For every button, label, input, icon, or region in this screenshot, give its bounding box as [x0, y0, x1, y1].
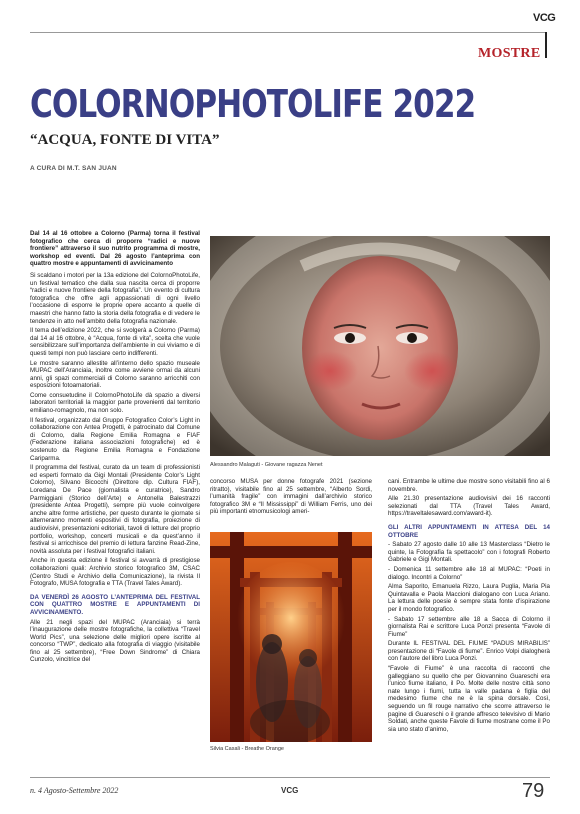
paragraph: Anche in questa edizione il festival si avvarrà di prestigiose collaborazioni quali: Archivio storico fotografico 3M, CSAC (Centro Studi e Archivio della Comunicazione), la rivista Il Fotografo, MUSA fotografia e TTA (Travel Tales Award). — [30, 557, 200, 588]
paragraph: - Domenica 11 settembre alle 18 al MUPAC: “Poeti in dialogo. Incontri a Colorno” — [388, 565, 550, 581]
photo-caption: Alessandro Malaguti - Giovane ragazza Nenet — [210, 462, 323, 468]
paragraph: concorso MUSA per donne fotografe 2021 (sezione ritratto), visitabile fino al 25 settembre, “Alberto Sordi, l’umanità fragile” con immagini dall’archivio storico fotografico 3M e “Il Mississippi” di William Ferris, uno dei più importanti etnomusicologi ameri- — [210, 478, 372, 516]
paragraph: Alle 21.30 presentazione audiovisivi dei 16 racconti selezionati dal TTA (Travel Tales Award, https://traveltalesaward.com/award-it). — [388, 495, 550, 518]
article-subtitle: “ACQUA, FONTE DI VITA” — [30, 132, 220, 148]
photo-breathe-orange — [210, 532, 372, 742]
paragraph: Il programma del festival, curato da un team di professionisti ed esperti formato da Gigi Montali (Presidente Color’s Light Colorno), Silvano Bicocchi (Direttore dip. Cultura FIAF), Loredana De Pace (giornalista e curatrice), Sandro Parmiggiani (Storico dell’Arte) e Antonella Balestrazzi (presidente Antea Progetti), sempre più vuole coinvolgere anche altre forme artistiche, per questo durante le giornate si alterneranno momenti espositivi di fotografia, proiezione di audiovisivi, presentazioni editoriali, tavoli di letture del proprio portfolio, workshop, concerti musicali e da quest’anno il festival si arricchisce del premio di lettura fanzine Read-Zine, novità assoluta per i festival fotografici italiani. — [30, 464, 200, 555]
photo-caption: Silvia Casali - Breathe Orange — [210, 746, 284, 752]
subheading: GLI ALTRI APPUNTAMENTI IN ATTESA DEL 14 OTTOBRE — [388, 523, 550, 539]
section-bar — [545, 32, 547, 58]
footer-issue: n. 4 Agosto-Settembre 2022 — [30, 786, 119, 795]
magazine-logo: VCG — [533, 12, 556, 24]
footer-rule — [30, 777, 550, 778]
paragraph: Le mostre saranno allestite all’interno dello spazio museale MUPAC dell’Aranciaia, inoltre come avviene ormai da alcuni anni, gli spazi commerciali di Colorno saranno arricchiti con esposizioni fotoamatoriali. — [30, 359, 200, 390]
paragraph: - Sabato 17 settembre alle 18 a Sacca di Colorno il giornalista Rai e scrittore Luca Ponzi presenta “Favole di Fiume” — [388, 615, 550, 638]
footer-logo: VCG — [281, 786, 299, 795]
text-column-3 — [388, 478, 550, 735]
paragraph: cani. Entrambe le ultime due mostre sono visitabili fino al 6 novembre. — [388, 478, 550, 493]
paragraph: Come consuetudine il ColornoPhotoLife dà spazio a diversi laboratori territoriali la maggior parte provenienti dal territorio emiliano-romagnolo, ma non solo. — [30, 391, 200, 415]
paragraph: “Favole di Fiume” è una raccolta di racconti che galleggiano su quello che per Giovannino Guareschi era l’unico fiume italiano, il Po. Molte delle nostre città sono nate lungo i fiumi, tutta la valle padana è figlia del medesimo fiume che ne è la spina dorsale. Così, seguendo un fil rouge narrativo che scorre attraverso le pagine di Guareschi o il grande affresco televisivo di Mario Soldati, anche queste Favole di fiume mostrane come il Po sia uno stato d’animo, — [388, 665, 550, 733]
paragraph: Il festival, organizzato dal Gruppo Fotografico Color’s Light in collaborazione con Antea Progetti, è patrocinato dal Comune di Colorno, dalla Regione Emilia Romagna e FIAF (Federazione italiana associazioni fotografiche) ed è sostenuto da Regione Emilia Romagna e Fondazione Cariparma. — [30, 416, 200, 462]
paragraph: - Sabato 27 agosto dalle 10 alle 13 Masterclass “Dietro le quinte, la Fotografia fa spettacolo” con i fotografi Roberto Gabriele e Gigi Montali. — [388, 541, 550, 564]
text-column-1 — [30, 230, 200, 666]
article-byline: A CURA DI M.T. SAN JUAN — [30, 165, 117, 172]
text-column-2 — [210, 478, 372, 518]
top-rule — [30, 32, 546, 33]
photo-breathe-orange-illustration — [210, 532, 372, 742]
paragraph: Durante IL FESTIVAL DEL FIUME “PADUS MIRABILIS” presentazione di “Favole di fiume”. Enrico Volpi dialogherà con l’autore del libro Luca Ponzi. — [388, 640, 550, 663]
photo-nenet-girl-illustration — [210, 236, 550, 456]
photo-nenet-girl — [210, 236, 550, 456]
paragraph: Si scaldano i motori per la 13a edizione del ColornoPhotoLife, un festival tematico che dalla sua nascita cerca di proporre “radici e nuove frontiere della fotografia”. Un evento di cultura fotografica che offre agli appassionati di ogni livello l’occasione di esporre le proprie opere accanto a quelle di maestri che hanno fatto la storia della fotografia e di vedere le tendenze in atto nell’ambito della fotografia nazionale. — [30, 271, 200, 325]
subheading: DA VENERDÌ 26 AGOSTO L’ANTEPRIMA DEL FESTIVAL CON QUATTRO MOSTRE E APPUNTAMENTI DI AVVICINAMENTO. — [30, 593, 200, 616]
page-number: 79 — [522, 780, 545, 802]
paragraph: Il tema dell’edizione 2022, che si svolgerà a Colorno (Parma) dal 14 al 16 ottobre, è “Acqua, fonte di vita”, scelta che vuole sensibilizzare sull’importanza dell’ambiente in cui viviamo e di questi tempi non può lasciare certo indifferenti. — [30, 327, 200, 357]
lead-paragraph: Dal 14 al 16 ottobre a Colorno (Parma) torna il festival fotografico che cerca di proporre “radici e nuove frontiere” attraverso il suo nutrito programma di mostre, workshop ed eventi. Dal 26 agosto l’anteprima con quattro mostre e appuntamenti di avvicinamento — [30, 230, 200, 268]
paragraph: Alma Saporito, Emanuela Rizzo, Laura Puglia, Maria Pia Quintavalla e Paola Maccioni dialogano con Luca Ariano. La lettura delle poesie è sempre stata fonte d’ispirazione per il mondo fotografico. — [388, 583, 550, 613]
article-title: COLORNOPHOTOLIFE 2022 — [30, 82, 476, 126]
paragraph: Alle 21 negli spazi del MUPAC (Aranciaia) si terrà l’inaugurazione delle mostre fotografiche, la collettiva “Travel World Pics”, una selezione delle migliori opere iscritte al concorso “TWP”, dedicato alla fotografia di viaggio (visitabile fino al 25 settembre), “Free Down Sindrome” di Chiara Cunzolo, vincitrice del — [30, 618, 200, 664]
section-label: MOSTRE — [478, 46, 541, 61]
